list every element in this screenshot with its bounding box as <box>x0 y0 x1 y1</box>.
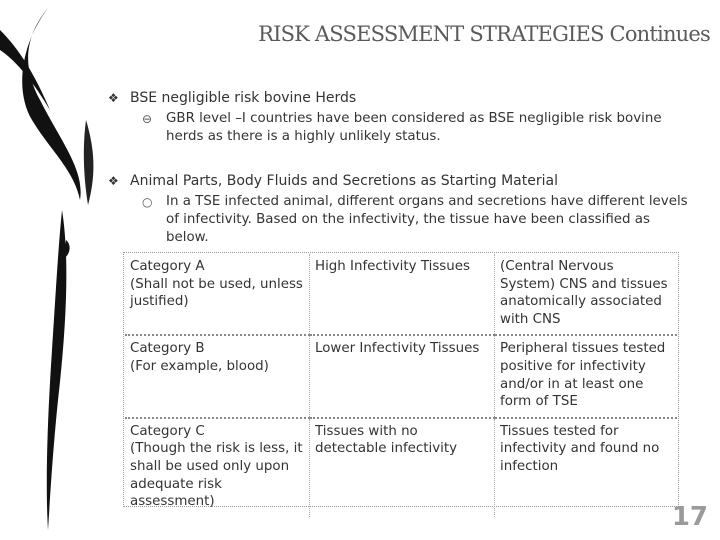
table-cell: Tissues tested for infectivity and found no infection <box>495 418 678 517</box>
table-row <box>125 418 677 517</box>
sub-bullet-text: GBR level –I countries have been considered as BSE negligible risk bovine herds as there is a highly unlikely status. <box>166 111 662 144</box>
slide-title: RISK ASSESSMENT STRATEGIES Continues <box>258 22 710 46</box>
diamond-bullet-icon: ❖ <box>108 174 119 188</box>
table-cell: Category B (For example, blood) <box>125 335 310 417</box>
circle-slash-icon: ⊖ <box>142 112 153 126</box>
table-cell: Tissues with no detectable infectivity <box>310 418 495 517</box>
decorative-brush-stroke <box>0 0 110 540</box>
table-cell: Peripheral tissues tested positive for infectivity and/or in at least one form of TSE <box>495 335 678 417</box>
circle-bullet-icon: ○ <box>142 195 153 209</box>
bullet-label: BSE negligible risk bovine Herds <box>130 90 357 106</box>
diamond-bullet-icon: ❖ <box>108 91 119 105</box>
table-row <box>125 335 677 417</box>
table-cell: (Central Nervous System) CNS and tissues anatomically associated with CNS <box>495 254 678 335</box>
table-cell: Category A (Shall not be used, unless justified) <box>125 254 310 335</box>
sub-bullet-text: In a TSE infected animal, different organs and secretions have different levels of infectivity. Based on the infectivity, the tissue have been classified as below. <box>166 194 688 245</box>
table-cell: High Infectivity Tissues <box>310 254 495 335</box>
bullet-label: Animal Parts, Body Fluids and Secretions as Starting Material <box>130 173 558 189</box>
table-cell: Lower Infectivity Tissues <box>310 335 495 417</box>
table-row <box>125 254 677 335</box>
infectivity-table <box>125 254 677 517</box>
page-number: 17 <box>671 502 708 532</box>
table-cell: Category C (Though the risk is less, it shall be used only upon adequate risk assessment) <box>130 423 303 510</box>
